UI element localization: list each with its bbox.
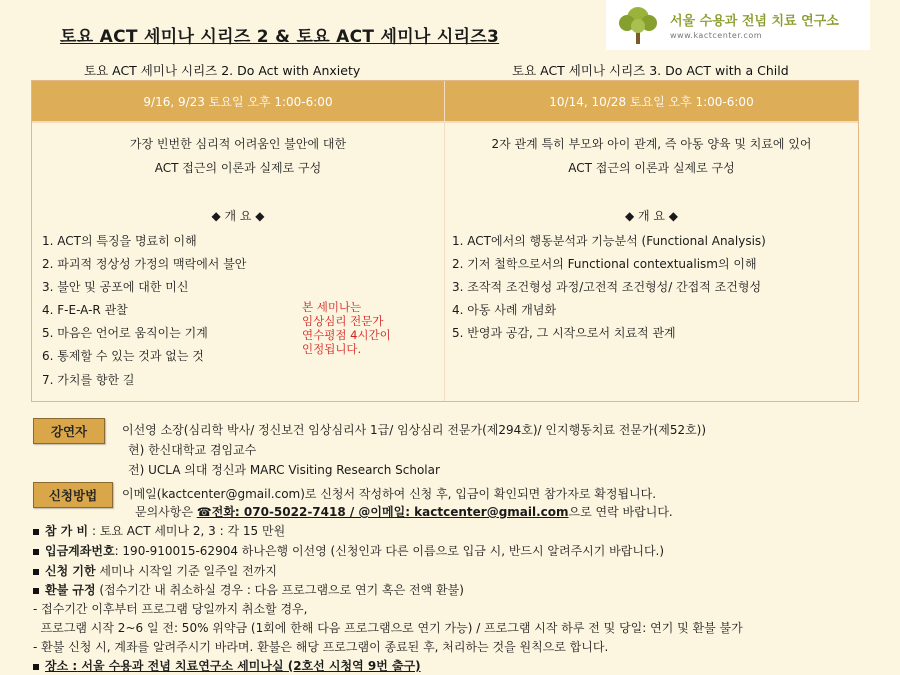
speaker-tag: 강연자 xyxy=(33,418,105,444)
logo-url: www.kactcenter.com xyxy=(670,31,762,40)
left-schedule: 9/16, 9/23 토요일 오후 1:00-6:00 xyxy=(32,81,444,121)
left-item-5: 5. 마음은 언어로 움직이는 기계 xyxy=(42,326,208,340)
account-label: 입금계좌번호 xyxy=(45,544,115,558)
speaker-line-3: 전) UCLA 의대 정신과 MARC Visiting Research Scholar xyxy=(128,463,440,477)
credit-note xyxy=(302,300,391,356)
refund-row xyxy=(33,581,464,598)
contact-info[interactable]: ☎전화: 070-5022-7418 / @이메일: kactcenter@gmail.com xyxy=(196,505,569,519)
bullet-icon xyxy=(33,549,39,555)
deadline-label: 신청 기한 xyxy=(45,564,96,578)
left-item-1: 1. ACT의 특징을 명료히 이해 xyxy=(42,234,197,248)
left-outline-heading: ◆ 개 요 ◆ xyxy=(211,209,265,223)
place-label: 장소 : xyxy=(45,659,78,673)
left-intro-1: 가장 빈번한 심리적 어려움인 불안에 대한 xyxy=(129,137,347,151)
refund-line-2: 프로그램 시작 2~6 일 전: 50% 위약금 (1회에 한해 다음 프로그램으로 연기 가능) / 프로그램 시작 하루 전 및 당일: 연기 및 환불 불가 xyxy=(33,621,743,635)
refund-line-1: - 접수기간 이후부터 프로그램 당일까지 취소할 경우, xyxy=(33,602,308,616)
refund-value: (접수기간 내 취소하실 경우 : 다음 프로그램으로 연기 혹은 전액 환불) xyxy=(95,583,464,597)
place-value: 서울 수용과 전념 치료연구소 세미나실 (2호선 시청역 9번 출구) xyxy=(77,659,421,673)
left-item-7: 7. 가치를 향한 길 xyxy=(42,373,135,387)
apply-line-2 xyxy=(135,503,673,520)
speaker-line-2: 현) 한신대학교 겸임교수 xyxy=(128,443,257,457)
right-item-4: 4. 아동 사례 개념화 xyxy=(452,303,557,317)
left-item-4: 4. F-E-A-R 관찰 xyxy=(42,303,128,317)
fee-value: : 토요 ACT 세미나 2, 3 : 각 15 만원 xyxy=(88,524,286,538)
place-row xyxy=(33,657,421,674)
fee-label: 참 가 비 xyxy=(45,524,89,538)
right-intro-1: 2자 관계 특히 부모와 아이 관계, 즉 아동 양육 및 치료에 있어 xyxy=(491,137,812,151)
deadline-value: 세미나 시작일 기준 일주일 전까지 xyxy=(95,564,277,578)
refund-label: 환불 규정 xyxy=(45,583,96,597)
credit-note-line: 본 세미나는 xyxy=(302,300,362,314)
right-schedule: 10/14, 10/28 토요일 오후 1:00-6:00 xyxy=(445,81,858,121)
bullet-icon xyxy=(33,569,39,575)
refund-line-3: - 환불 신청 시, 계좌를 알려주시기 바라며. 환불은 해당 프로그램이 종료된 후, 처리하는 것을 원칙으로 합니다. xyxy=(33,640,609,654)
left-item-2: 2. 파괴적 정상성 가정의 맥락에서 불안 xyxy=(42,257,247,271)
apply-line-2-prefix: 문의사항은 xyxy=(135,505,197,519)
credit-note-line: 인정됩니다. xyxy=(302,342,362,356)
credit-note-line: 연수평점 4시간이 xyxy=(302,328,391,342)
right-item-2: 2. 기저 철학으로서의 Functional contextualism의 이해 xyxy=(452,257,757,271)
tree-logo-icon xyxy=(614,4,662,46)
right-item-5: 5. 반영과 공감, 그 시작으로서 치료적 관계 xyxy=(452,326,676,340)
speaker-line-1: 이선영 소장(심리학 박사/ 정신보건 임상심리사 1급/ 임상심리 전문가(제294호)/ 인지행동치료 전문가(제52호)) xyxy=(122,423,707,437)
bullet-icon xyxy=(33,529,39,535)
logo xyxy=(606,0,870,50)
account-row xyxy=(33,542,664,559)
right-item-1: 1. ACT에서의 행동분석과 기능분석 (Functional Analysis) xyxy=(452,234,766,248)
right-heading: 토요 ACT 세미나 시리즈 3. Do ACT with a Child xyxy=(512,63,789,78)
apply-line-1: 이메일(kactcenter@gmail.com)로 신청서 작성하여 신청 후, 입금이 확인되면 참가자로 확정됩니다. xyxy=(122,487,657,501)
right-outline-heading: ◆ 개 요 ◆ xyxy=(624,209,679,223)
deadline-row xyxy=(33,562,277,579)
header-divider xyxy=(32,121,858,123)
account-value: : 190-910015-62904 하나은행 이선영 (신청인과 다른 이름으로 입금 시, 반드시 알려주시기 바랍니다.) xyxy=(114,544,665,558)
left-item-6: 6. 통제할 수 있는 것과 없는 것 xyxy=(42,349,204,363)
left-item-3: 3. 불안 및 공포에 대한 미신 xyxy=(42,280,189,294)
bullet-icon xyxy=(33,588,39,594)
apply-line-2-suffix: 으로 연락 바랍니다. xyxy=(568,505,673,519)
fee-row xyxy=(33,522,285,539)
page-title: 토요 ACT 세미나 시리즈 2 & 토요 ACT 세미나 시리즈3 xyxy=(60,27,500,47)
left-heading: 토요 ACT 세미나 시리즈 2. Do Act with Anxiety xyxy=(84,63,361,78)
right-intro-2: ACT 접근의 이론과 실제로 구성 xyxy=(568,161,735,175)
credit-note-line: 임상심리 전문가 xyxy=(302,314,384,328)
column-divider xyxy=(444,81,445,401)
logo-name: 서울 수용과 전념 치료 연구소 xyxy=(670,14,839,29)
bullet-icon xyxy=(33,664,39,670)
left-intro-2: ACT 접근의 이론과 실제로 구성 xyxy=(154,161,322,175)
apply-tag: 신청방법 xyxy=(33,482,113,508)
seminar-table xyxy=(31,80,859,402)
right-item-3: 3. 조작적 조건형성 과정/고전적 조건형성/ 간접적 조건형성 xyxy=(452,280,762,294)
